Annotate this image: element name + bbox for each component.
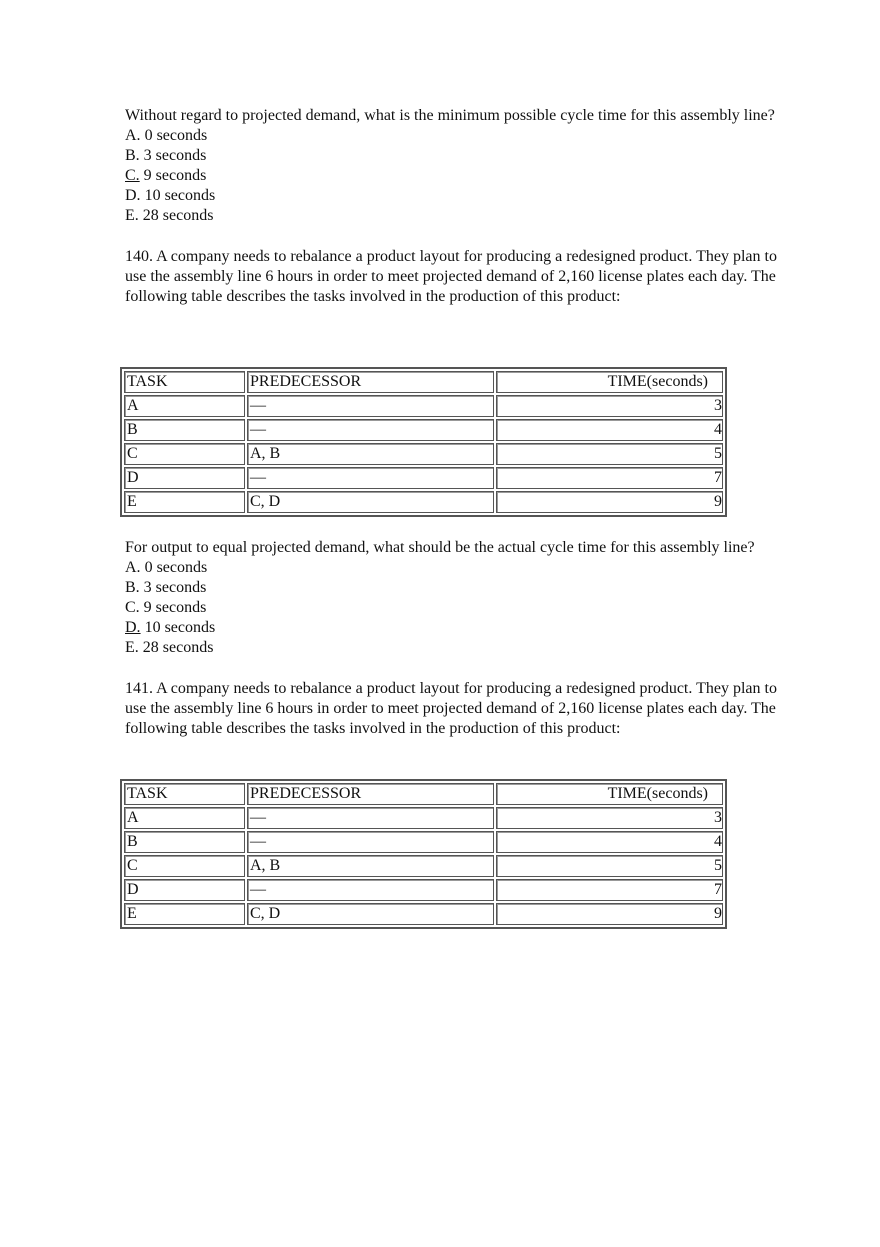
q140-option-c: C. 9 seconds [125,599,207,616]
q139-option-a: A. 0 seconds [125,127,208,144]
table-row [124,443,723,465]
cell-time: 3 [496,395,723,417]
cell-time: 9 [496,491,723,513]
header-time: TIME(seconds) [496,371,723,393]
q139-option-b: B. 3 seconds [125,147,207,164]
q141-task-table [120,779,727,929]
cell-task: C [124,855,245,877]
header-task: TASK [124,783,245,805]
document-page [125,106,785,929]
table-header-row [124,371,723,393]
table-row [124,491,723,513]
q139-option-d: D. 10 seconds [125,187,216,204]
cell-predecessor: A, B [247,855,494,877]
cell-time: 7 [496,879,723,901]
header-time: TIME(seconds) [496,783,723,805]
cell-predecessor: A, B [247,443,494,465]
cell-predecessor: C, D [247,491,494,513]
q139-option-e: E. 28 seconds [125,207,214,224]
q139-option-c: C. 9 seconds [125,167,207,184]
header-task: TASK [124,371,245,393]
table-row [124,395,723,417]
cell-predecessor: — [247,395,494,417]
q141-intro: 141. A company needs to rebalance a product layout for producing a redesigned product. They plan to use the assembly line 6 hours in order to meet projected demand of 2,160 license plates each day. The following table describes the tasks involved in the production of this product: [125,680,777,737]
cell-time: 7 [496,467,723,489]
table-row [124,831,723,853]
table-header-row [124,783,723,805]
cell-predecessor: — [247,467,494,489]
cell-predecessor: — [247,831,494,853]
q140-intro: 140. A company needs to rebalance a product layout for producing a redesigned product. They plan to use the assembly line 6 hours in order to meet projected demand of 2,160 license plates each day. The following table describes the tasks involved in the production of this product: [125,248,777,305]
cell-time: 3 [496,807,723,829]
table-row [124,467,723,489]
cell-time: 5 [496,855,723,877]
answer-mark: C. [125,167,140,184]
cell-task: D [124,879,245,901]
cell-task: D [124,467,245,489]
table-row [124,419,723,441]
cell-task: C [124,443,245,465]
q139-stem: Without regard to projected demand, what is the minimum possible cycle time for this assembly line? [125,107,775,124]
cell-predecessor: — [247,879,494,901]
table-row [124,903,723,925]
cell-time: 5 [496,443,723,465]
cell-task: B [124,831,245,853]
table-row [124,855,723,877]
cell-task: A [124,807,245,829]
q140-option-b: B. 3 seconds [125,579,207,596]
cell-task: A [124,395,245,417]
q140-option-a: A. 0 seconds [125,559,208,576]
cell-time: 4 [496,831,723,853]
cell-task: B [124,419,245,441]
table-row [124,879,723,901]
cell-predecessor: C, D [247,903,494,925]
answer-mark: D. [125,619,141,636]
q140-stem: For output to equal projected demand, what should be the actual cycle time for this assembly line? [125,539,755,556]
header-predecessor: PREDECESSOR [247,783,494,805]
q140-task-table [120,367,727,517]
cell-predecessor: — [247,807,494,829]
cell-task: E [124,903,245,925]
q140-option-e: E. 28 seconds [125,639,214,656]
cell-predecessor: — [247,419,494,441]
q139-options [125,126,785,226]
q140-options [125,558,785,658]
q140-option-d: D. 10 seconds [125,619,216,636]
header-predecessor: PREDECESSOR [247,371,494,393]
cell-task: E [124,491,245,513]
table-row [124,807,723,829]
cell-time: 4 [496,419,723,441]
cell-time: 9 [496,903,723,925]
